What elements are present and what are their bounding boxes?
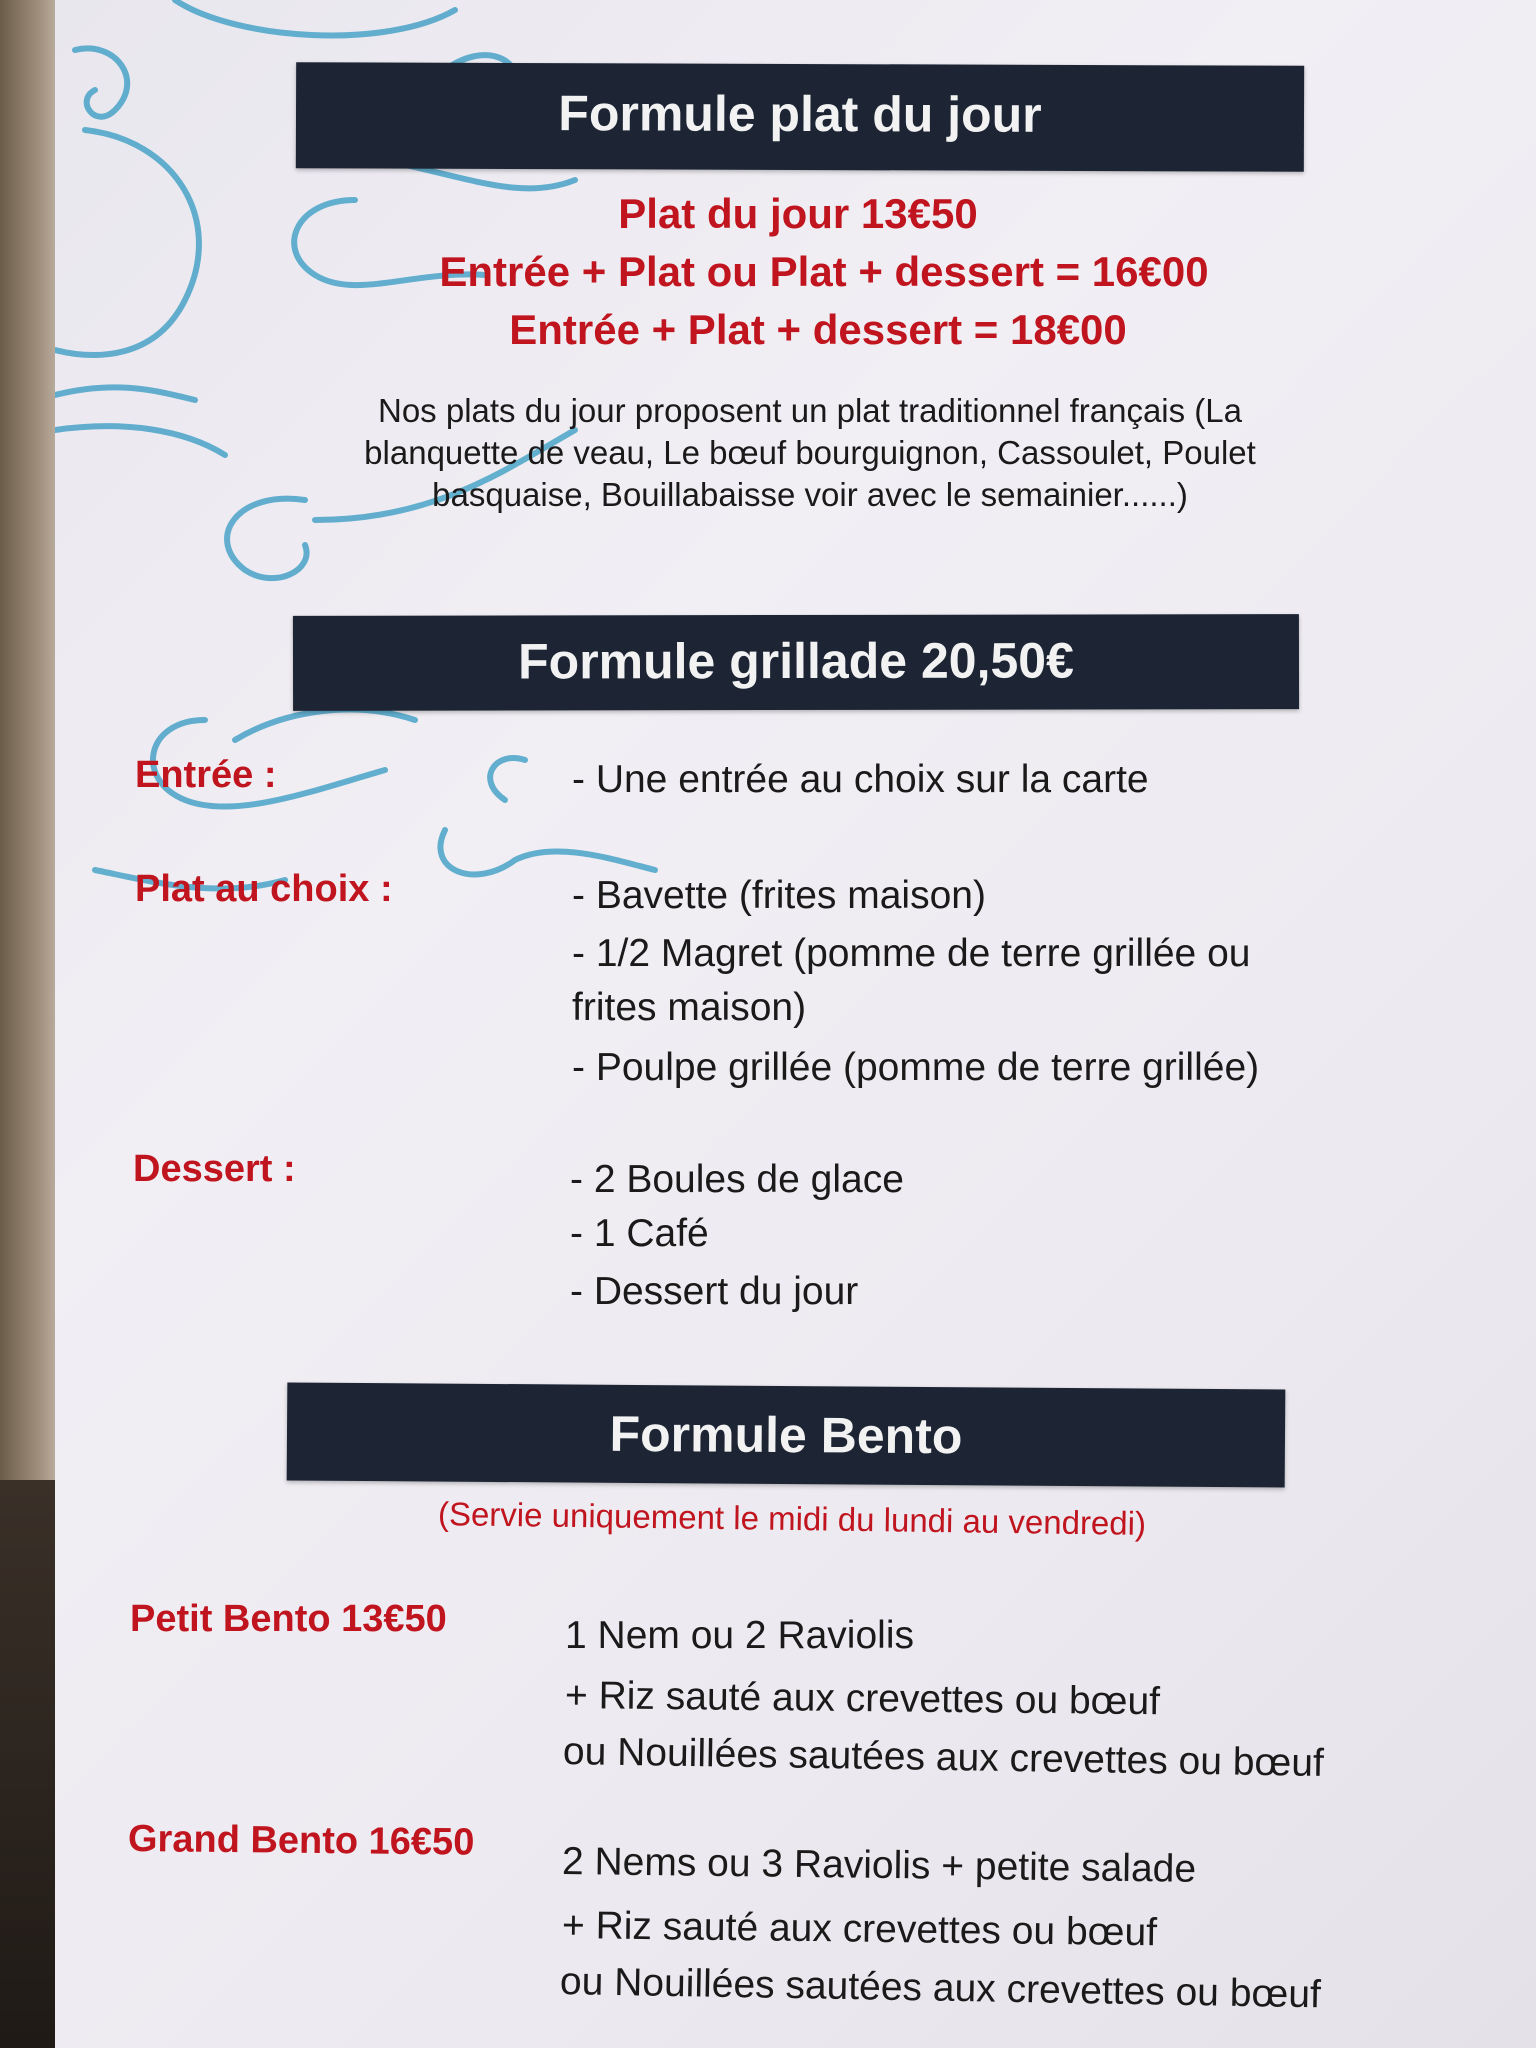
petit-bento-line-3: ou Nouillées sautées aux crevettes ou bœuf bbox=[562, 1730, 1325, 1785]
dessert-item-1: - 2 Boules de glace bbox=[570, 1158, 904, 1201]
plat-item-1: - Bavette (frites maison) bbox=[572, 874, 986, 917]
plat-item-4: - Poulpe grillée (pomme de terre grillée) bbox=[572, 1046, 1260, 1089]
label-petit-bento: Petit Bento 13€50 bbox=[130, 1598, 447, 1640]
price-formule-3: Entrée + Plat + dessert = 18€00 bbox=[509, 306, 1127, 353]
petit-bento-line-1: 1 Nem ou 2 Raviolis bbox=[565, 1614, 914, 1657]
description-line-2: blanquette de veau, Le bœuf bourguignon, Cassoulet, Poulet bbox=[364, 434, 1256, 471]
label-entree: Entrée : bbox=[135, 754, 277, 796]
dessert-item-2: - 1 Café bbox=[570, 1212, 709, 1255]
bento-subtitle: (Servie uniquement le midi du lundi au vendredi) bbox=[437, 1495, 1147, 1542]
banner-grillade: Formule grillade 20,50€ bbox=[293, 614, 1299, 711]
dessert-item-3: - Dessert du jour bbox=[570, 1270, 859, 1313]
plat-item-2: - 1/2 Magret (pomme de terre grillée ou bbox=[572, 932, 1251, 975]
label-dessert: Dessert : bbox=[133, 1148, 296, 1190]
banner-bento: Formule Bento bbox=[287, 1383, 1286, 1488]
grand-bento-line-2: + Riz sauté aux crevettes ou bœuf bbox=[561, 1904, 1158, 1955]
table-shadow bbox=[0, 1480, 60, 2048]
entree-item-1: - Une entrée au choix sur la carte bbox=[572, 758, 1149, 801]
grand-bento-line-1: 2 Nems ou 3 Raviolis + petite salade bbox=[561, 1840, 1197, 1891]
grand-bento-line-3: ou Nouillées sautées aux crevettes ou bœuf bbox=[559, 1960, 1322, 2017]
label-grand-bento: Grand Bento 16€50 bbox=[127, 1818, 475, 1864]
plat-item-3: frites maison) bbox=[572, 986, 807, 1029]
price-plat-du-jour: Plat du jour 13€50 bbox=[618, 190, 978, 237]
price-formule-2: Entrée + Plat ou Plat + dessert = 16€00 bbox=[439, 248, 1209, 295]
description-line-1: Nos plats du jour proposent un plat traditionnel français (La bbox=[377, 392, 1242, 429]
label-plat-au-choix: Plat au choix : bbox=[135, 868, 393, 910]
petit-bento-line-2: + Riz sauté aux crevettes ou bœuf bbox=[564, 1674, 1161, 1724]
description-line-3: basquaise, Bouillabaisse voir avec le semainier......) bbox=[432, 476, 1188, 513]
banner-plat-du-jour: Formule plat du jour bbox=[296, 62, 1304, 172]
